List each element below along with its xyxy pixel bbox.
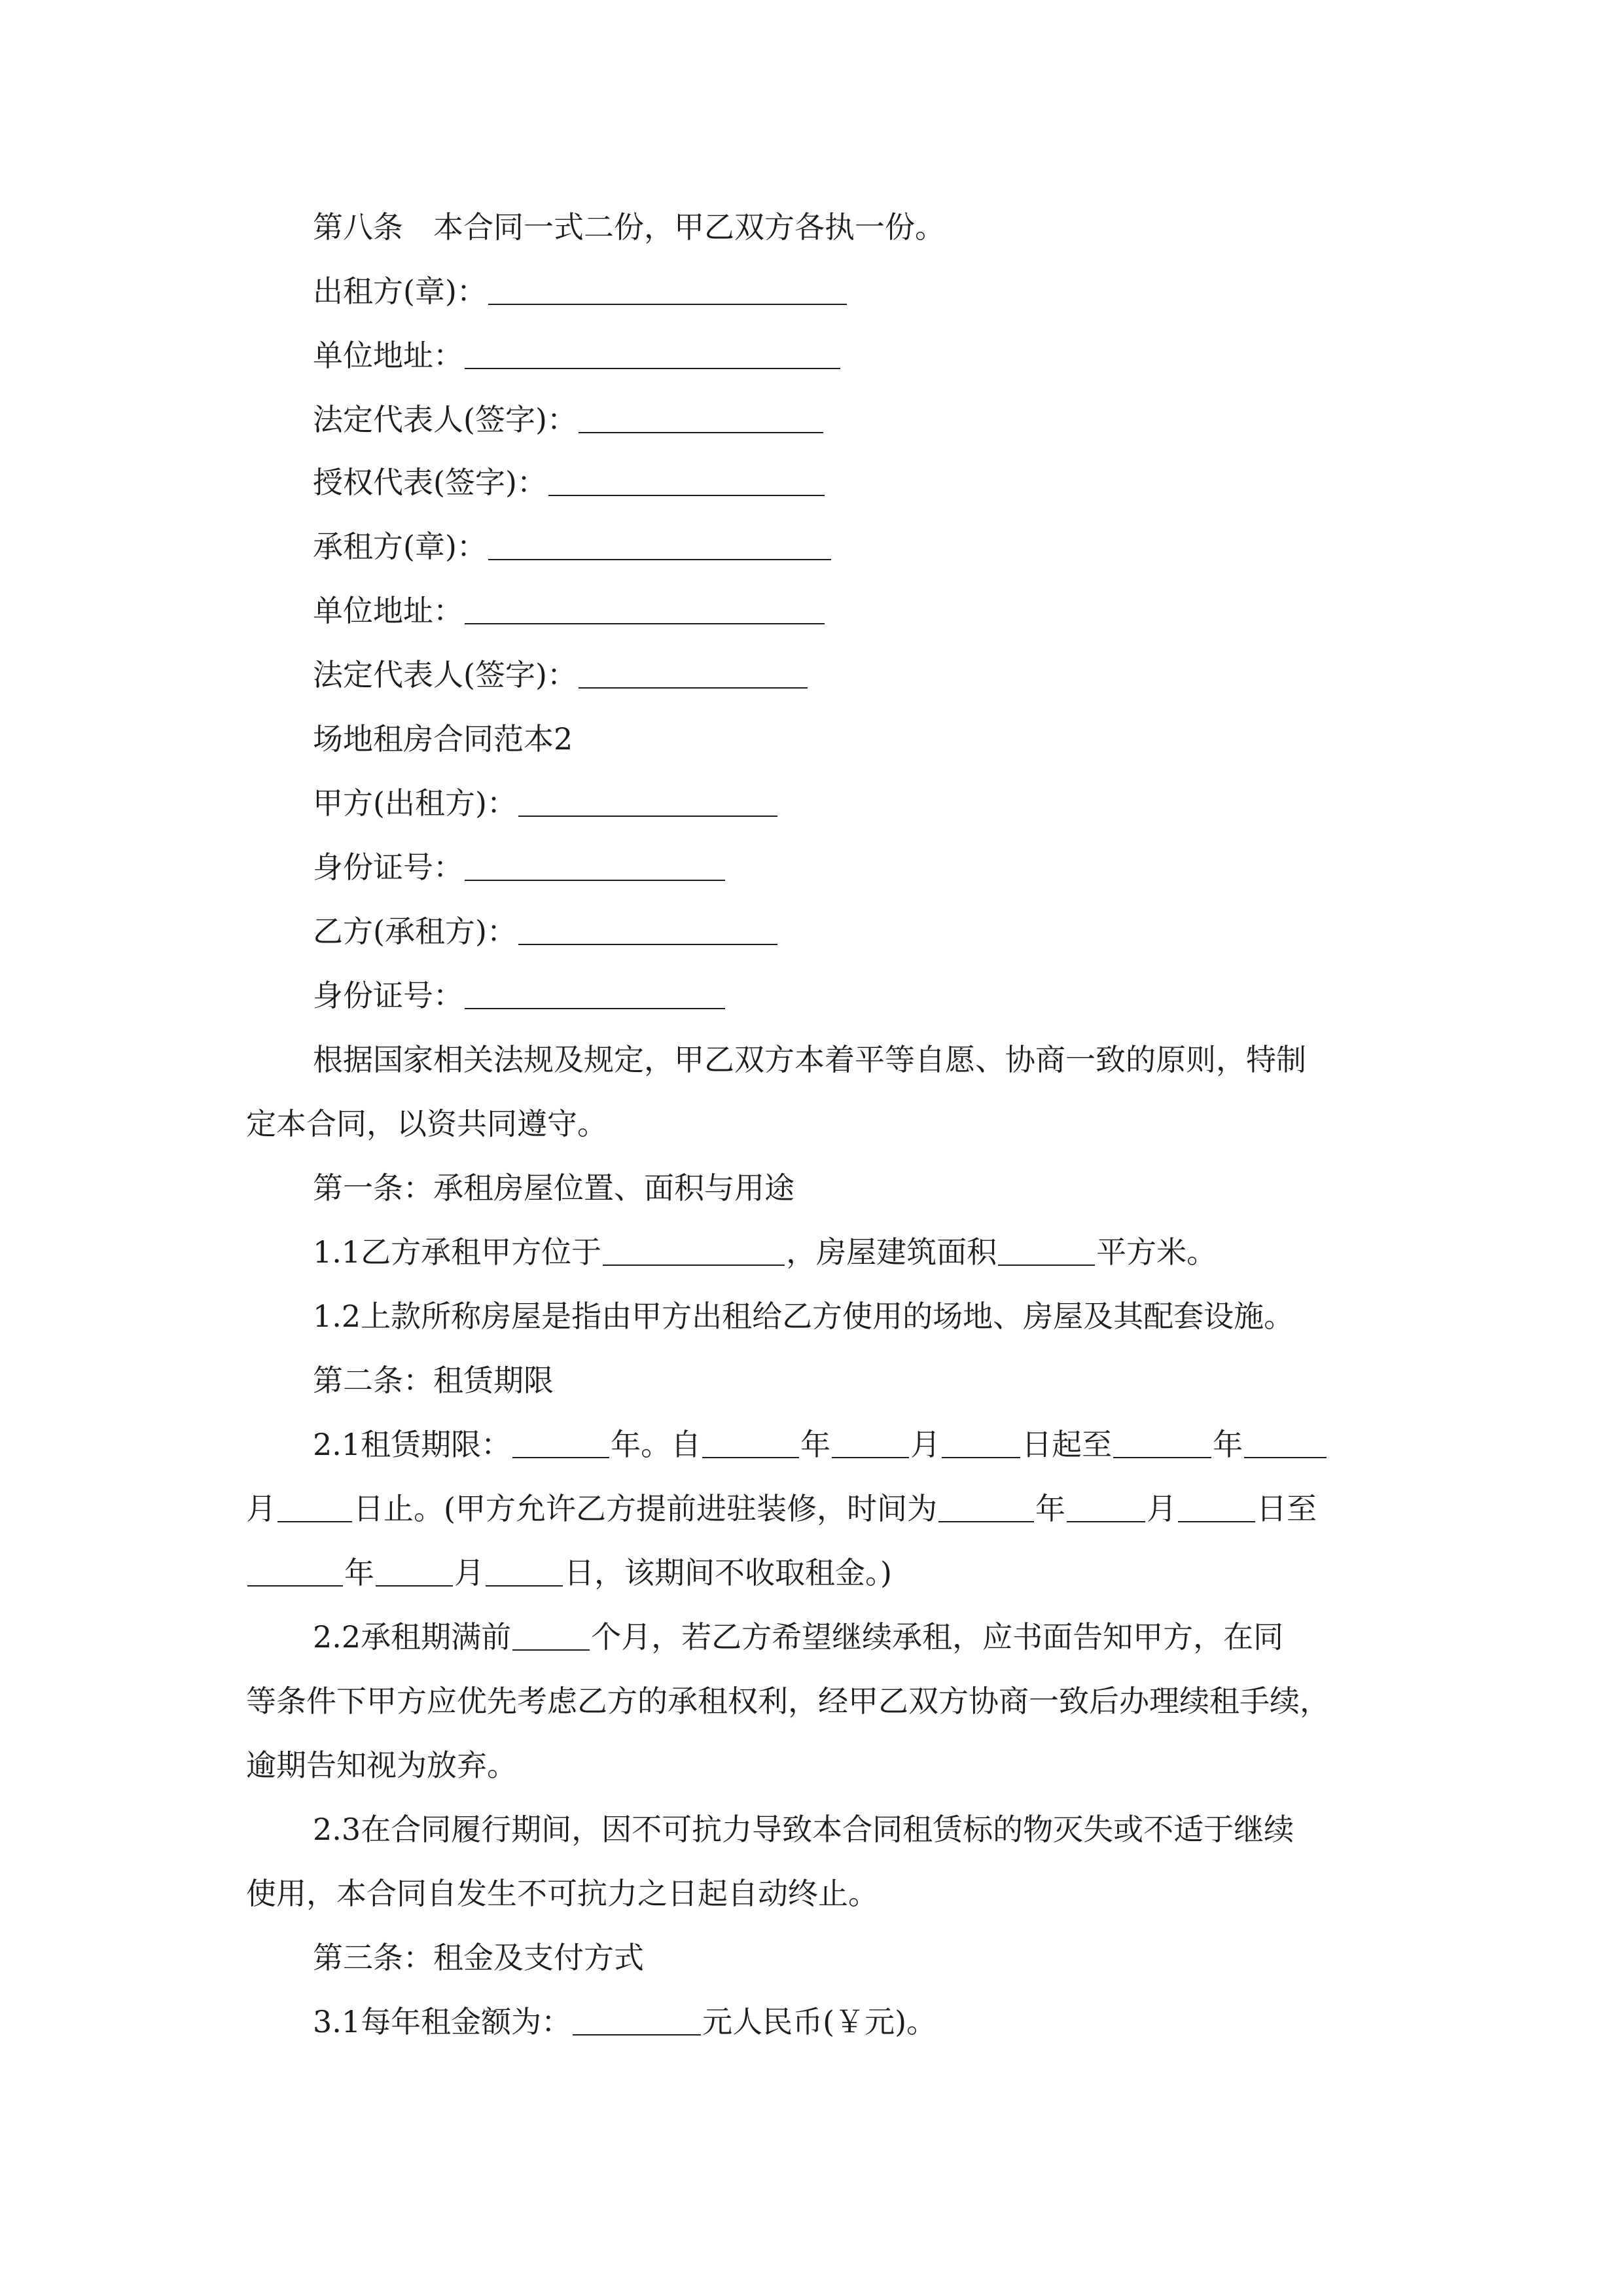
- fill-in-blank: [486, 1559, 563, 1587]
- line-text: 月: [246, 1491, 276, 1526]
- clause-2-1-line-2: [246, 1488, 1317, 1529]
- line-text: 身份证号：: [313, 978, 463, 1013]
- line-text: 年: [1035, 1491, 1065, 1526]
- line-text: 场地租房合同范本2: [313, 721, 573, 757]
- line-text: 逾期告知视为放弃。: [246, 1748, 517, 1783]
- fill-in-blank: [512, 1623, 590, 1651]
- party-b-field: [313, 911, 779, 952]
- fill-in-blank: [603, 1238, 785, 1266]
- line-text: 日止。(甲方允许乙方提前进驻装修，时间为: [353, 1491, 937, 1526]
- fill-in-blank: [1113, 1431, 1211, 1458]
- line-text: 2.2承租期满前: [313, 1619, 512, 1655]
- fill-in-blank: [465, 342, 840, 369]
- fill-in-blank: [579, 661, 808, 689]
- fill-in-blank: [465, 982, 725, 1009]
- line-text: 年: [800, 1427, 831, 1462]
- fill-in-blank: [465, 597, 825, 624]
- line-text: 单位地址：: [313, 593, 463, 628]
- line-text: 月: [910, 1427, 941, 1462]
- line-text: 根据国家相关法规及规定，甲乙双方本着平等自愿、协商一致的原则，特制: [313, 1042, 1306, 1077]
- article-1-heading: [313, 1168, 794, 1208]
- line-text: 定本合同，以资共同遵守。: [246, 1106, 607, 1141]
- fill-in-blank: [488, 278, 847, 305]
- fill-in-blank: [579, 406, 823, 433]
- clause-2-2-line-3: [246, 1745, 517, 1785]
- lessor-address-field: [313, 335, 842, 376]
- clause-2-2-line-1: [313, 1617, 1283, 1657]
- fill-in-blank: [277, 1495, 352, 1522]
- party-a-id-field: [313, 847, 726, 888]
- line-text: 法定代表人(签字)：: [313, 657, 577, 692]
- line-text: 2.1租赁期限：: [313, 1427, 512, 1462]
- line-text: 1.2上款所称房屋是指由甲方出租给乙方使用的场地、房屋及其配套设施。: [313, 1299, 1294, 1334]
- lessor-seal-field: [313, 271, 848, 312]
- fill-in-blank: [702, 1431, 799, 1458]
- fill-in-blank: [1244, 1431, 1327, 1458]
- fill-in-blank: [998, 1238, 1095, 1266]
- party-b-id-field: [313, 975, 726, 1016]
- line-text: 法定代表人(签字)：: [313, 402, 577, 437]
- article-2-heading: [313, 1360, 554, 1401]
- line-text: 平方米。: [1096, 1234, 1217, 1270]
- fill-in-blank: [548, 469, 825, 496]
- line-text: 月: [454, 1555, 484, 1590]
- line-text: 2.3在合同履行期间，因不可抗力导致本合同租赁标的物灭失或不适于继续: [313, 1812, 1294, 1847]
- fill-in-blank: [465, 853, 725, 881]
- preamble-line-2: [246, 1103, 607, 1144]
- fill-in-blank: [512, 1431, 609, 1458]
- line-text: ，房屋建筑面积: [786, 1234, 997, 1270]
- line-text: 授权代表(签字)：: [313, 465, 547, 500]
- fill-in-blank: [1067, 1495, 1145, 1522]
- fill-in-blank: [376, 1559, 453, 1587]
- fill-in-blank: [942, 1431, 1020, 1458]
- clause-2-3-line-1: [313, 1809, 1294, 1850]
- line-text: 个月，若乙方希望继续承租，应书面告知甲方，在同: [591, 1619, 1284, 1655]
- article-8-line: [313, 207, 945, 247]
- line-text: 乙方(承租方)：: [313, 914, 517, 949]
- fill-in-blank: [488, 533, 831, 560]
- line-text: 出租方(章)：: [313, 274, 487, 309]
- line-text: 日至: [1256, 1491, 1317, 1526]
- line-text: 年: [1213, 1427, 1243, 1462]
- fill-in-blank: [832, 1431, 909, 1458]
- party-a-field: [313, 783, 779, 823]
- line-text: 3.1每年租金额为：: [313, 2004, 572, 2039]
- fill-in-blank: [247, 1559, 343, 1587]
- fill-in-blank: [1178, 1495, 1255, 1522]
- line-text: 第三条：租金及支付方式: [313, 1940, 644, 1975]
- line-text: 年: [344, 1555, 374, 1590]
- lessor-legal-rep-field: [313, 399, 825, 440]
- preamble-line-1: [313, 1039, 1306, 1080]
- lessee-address-field: [313, 590, 826, 631]
- line-text: 月: [1146, 1491, 1177, 1526]
- clause-3-1: [313, 2001, 936, 2042]
- line-text: 日起至: [1022, 1427, 1113, 1462]
- fill-in-blank: [938, 1495, 1034, 1522]
- lessee-legal-rep-field: [313, 655, 809, 695]
- article-3-heading: [313, 1937, 644, 1978]
- line-text: 第一条：承租房屋位置、面积与用途: [313, 1170, 794, 1206]
- clause-1-2: [313, 1296, 1294, 1336]
- line-text: 1.1乙方承租甲方位于: [313, 1234, 602, 1270]
- line-text: 日，该期间不收取租金。): [564, 1555, 892, 1590]
- fill-in-blank: [573, 2008, 701, 2036]
- fill-in-blank: [518, 918, 777, 945]
- line-text: 甲方(出租方)：: [313, 785, 517, 821]
- clause-2-3-line-2: [246, 1873, 878, 1914]
- line-text: 身份证号：: [313, 850, 463, 885]
- line-text: 使用，本合同自发生不可抗力之日起自动终止。: [246, 1876, 878, 1911]
- line-text: 年。自: [611, 1427, 702, 1462]
- lessee-seal-field: [313, 526, 832, 567]
- clause-1-1: [313, 1232, 1217, 1272]
- clause-2-1-line-1: [313, 1424, 1328, 1465]
- template-2-title: [313, 719, 573, 759]
- line-text: 元人民币(￥元)。: [702, 2004, 937, 2039]
- fill-in-blank: [518, 789, 777, 817]
- line-text: 等条件下甲方应优先考虑乙方的承租权利，经甲乙双方协商一致后办理续租手续，: [246, 1683, 1330, 1719]
- line-text: 承租方(章)：: [313, 529, 487, 564]
- line-text: 第八条 本合同一式二份，甲乙双方各执一份。: [313, 209, 945, 245]
- lessor-authorized-rep-field: [313, 462, 826, 503]
- line-text: 单位地址：: [313, 338, 463, 373]
- line-text: 第二条：租赁期限: [313, 1363, 554, 1398]
- clause-2-2-line-2: [246, 1681, 1330, 1721]
- clause-2-1-line-3: [246, 1552, 892, 1593]
